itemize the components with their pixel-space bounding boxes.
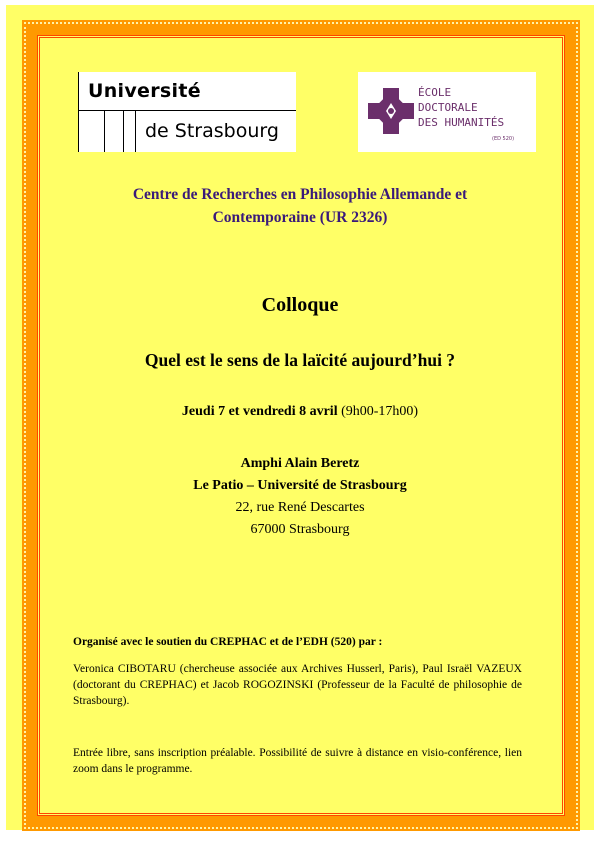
venue-street: 22, rue René Descartes <box>235 500 365 515</box>
event-venue <box>60 453 540 541</box>
venue-room: Amphi Alain Beretz <box>240 456 360 471</box>
edh-logo-subtitle: (ED 520) <box>492 136 515 142</box>
edh-logo-text <box>418 85 504 130</box>
event-days: Jeudi 7 et vendredi 8 avril <box>181 404 338 419</box>
logo-rule <box>104 110 105 152</box>
event-title: Quel est le sens de la laïcité aujourd’hui ? <box>144 350 456 370</box>
event-type: Colloque <box>261 294 339 316</box>
edh-logo-line1: ÉCOLE <box>418 86 452 99</box>
access-info-text: Entrée libre, sans inscription préalable. Possibilité de suivre à distance en visio-conférence, lien zoom dans le programme. <box>73 747 522 775</box>
organizers-text: Veronica CIBOTARU (chercheuse associée aux Archives Husserl, Paris), Paul Israël VAZEUX (doctorant du CREPHAC) et Jacob ROGOZINSKI (Professeur de la Faculté de philosophie de Strasbourg). <box>73 663 522 707</box>
logo-rule <box>135 110 136 152</box>
edh-logo-line2: DOCTORALE <box>418 101 478 114</box>
logo-rule <box>78 72 79 152</box>
edh-logo-line3: DES HUMANITÉS <box>418 116 505 129</box>
unistra-logo-line2: de Strasbourg <box>145 120 279 142</box>
event-dates <box>60 404 540 420</box>
event-hours: (9h00-17h00) <box>337 404 419 419</box>
logo-rule <box>78 110 296 111</box>
venue-building: Le Patio – Université de Strasbourg <box>193 478 407 493</box>
edh-emblem-icon <box>366 86 416 136</box>
lab-name <box>60 183 540 229</box>
unistra-logo-line1: Université <box>88 80 201 102</box>
lab-name-line2: Contemporaine (UR 2326) <box>212 209 388 226</box>
venue-city: 67000 Strasbourg <box>250 522 350 537</box>
edh-logo <box>358 72 536 152</box>
logo-rule <box>123 110 124 152</box>
organized-by-heading: Organisé avec le soutien du CREPHAC et de l’EDH (520) par : <box>73 636 383 648</box>
lab-name-line1: Centre de Recherches en Philosophie Allemande et <box>132 186 468 203</box>
unistra-logo <box>78 72 296 152</box>
